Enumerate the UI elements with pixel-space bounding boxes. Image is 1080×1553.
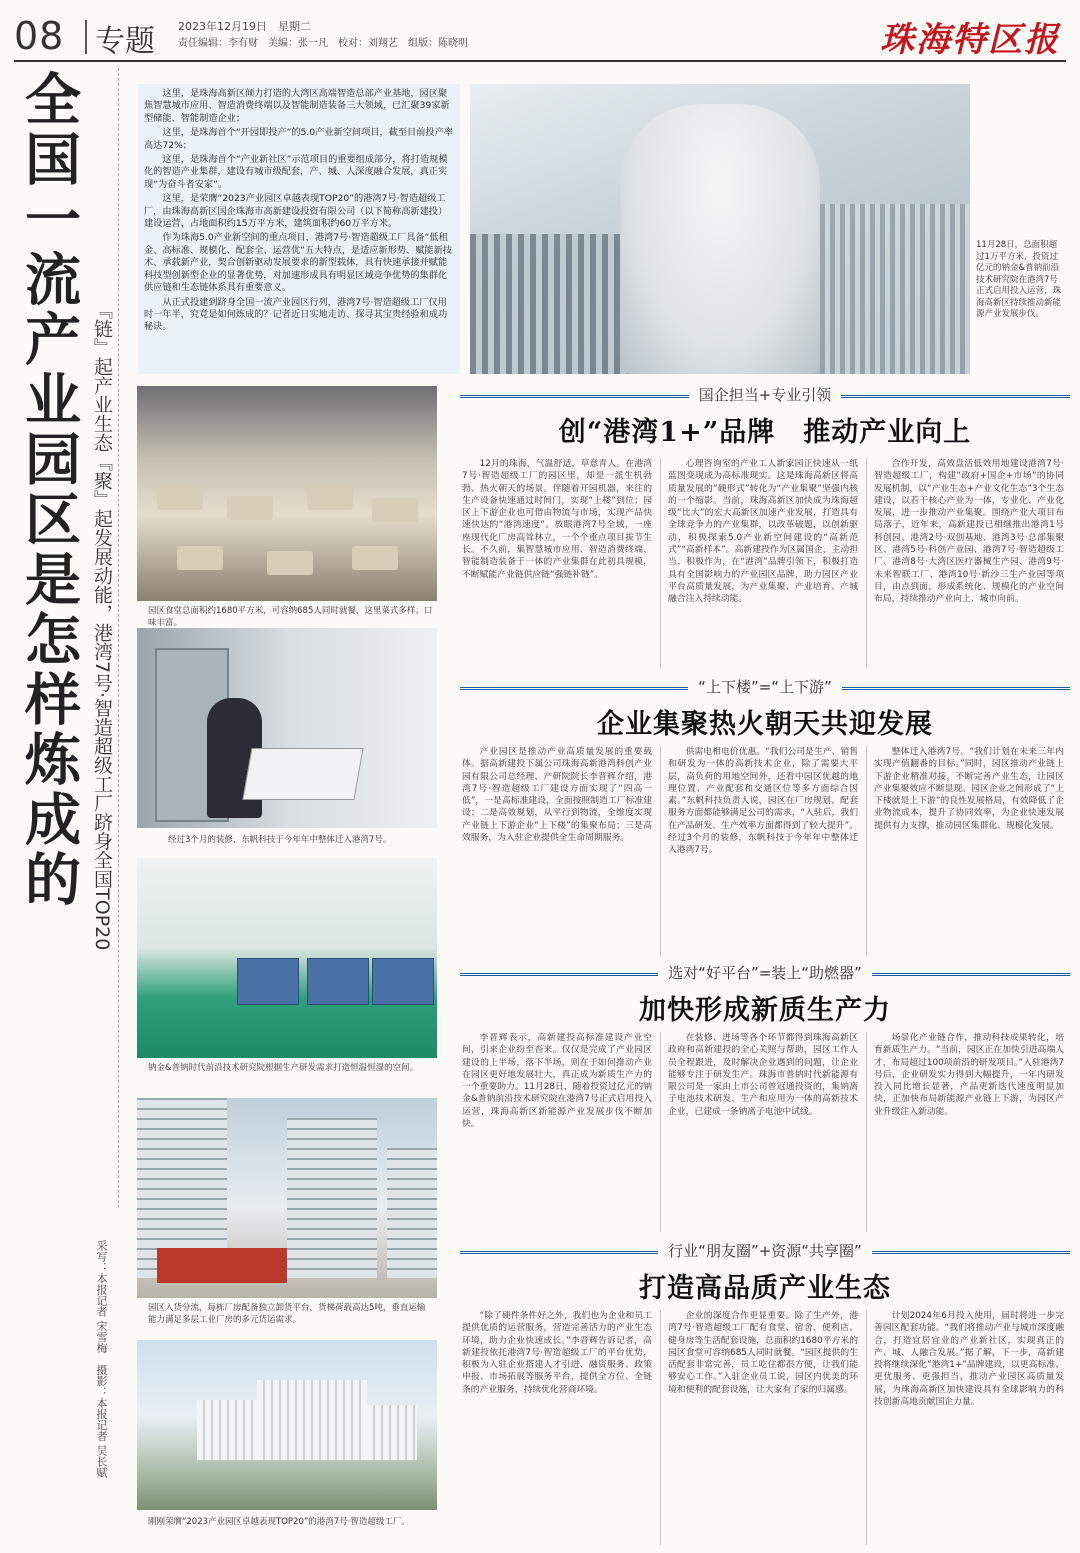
photo-table — [352, 546, 398, 570]
intro-paragraph: 这里，是珠海首个“开园即投产”的5.0产业新空间项目，截至目前投产率高达72%； — [144, 127, 453, 151]
section-name: 专题 — [95, 24, 155, 59]
photo-table — [227, 496, 273, 520]
column-text: 计划2024年6月投入使用，届时将进一步完善园区配套功能。“我们将推动产业与城市深度融合，打造宜居宜业的产业新社区，实现真正的产、城、人融合发展。”据了解，下一步，高新建投将继续深化“港湾1+”品牌建设，以更高标准、更优服务、更强担当，推动产业园区高质量发展，为珠海高新区加快建设具有全球影响力的科技创新高地贡献国企力量。 — [874, 1311, 1064, 1408]
photo-shelf — [820, 204, 970, 374]
column-text: 企业的深度合作更显重要。除了生产外，港湾7号·智造超级工厂配有食堂、宿舍、便利店、健身房等生活配套设施，总面积约1680平方米的园区食堂可容纳685人同时就餐。“园区提供的生活配套非常完善，员工吃住都很方便，让我们能够安心工作。”入驻企业员工说，园区内优美的环境和便利的配套设施，让大家有了家的归属感。 — [668, 1311, 858, 1395]
column-text: 心理咨询室的产业工人新家园正快速从一纸蓝图变现成为高标准现实。这是珠海高新区将高质量发展的“硬形式”转化为“产业集聚”坚强内核的一个缩影。当前，珠海高新区加快成为珠海超级“比大”的宏大高新区加速产业发展，打造具有全球竞争力的产业集群，以改革破题，以创新驱动，积极探索5.0产业新空间建设的“高新范式”“高新样本”。高新建投作为区属国企，主动担当、积极作为，在“港湾”品牌引领下，积极打造具有全国影响力的产业园区品牌，助力园区产业平台高质量发展，为产业集聚、产业培育、产城融合注入持续动能。 — [668, 459, 858, 605]
article-column — [462, 458, 652, 668]
photo-caption: 园区食堂总面积约1680平方米，可容纳685人同时就餐，这里菜式多样、口味丰富。 — [148, 606, 433, 628]
column-text: 场景化产业链合作，推动科技成果转化，培育新质生产力。“当前，园区正在加快引进高端人才，布局超过100项前沿的研发项目。”入驻港湾7号后，企业研发实力得到大幅提升，一年内研发投入同比增长显著，产品更新迭代速度明显加快，正加快布局新能源产业链上下游，为园区产业升级注入新动能。 — [874, 1033, 1064, 1117]
column-text: 12月的珠海，气温舒适，草意青人。在港湾7号·智造超级工厂的园区里，却是一派生机勃勃、热火朝天的场景。伴随着开园机器，来往的生产设备快速通过时间门，实现“上楼”到位；园区上下游企业也可借由物流与市场，实现产品快速快达的“港湾速度”。放眼港湾7号全域，一座座现代化厂房高耸林立，一个个重点项目拔节生长。不久前，集智慧城市应用、智造消费终端、智能制造装备于一体的产业集群在此初具规模，不断赋能产业链供应链“强链补链”。 — [462, 459, 652, 580]
photo-caption: 园区入货分流，每栋厂房配备独立卸货平台，货梯荷载高达5吨，垂直运输能力满足多层工业厂房的多元货运需求。 — [148, 1303, 426, 1325]
main-photo-lab — [470, 84, 970, 374]
photo-building — [367, 1405, 417, 1460]
headline-divider — [118, 68, 119, 1208]
photo-table — [267, 551, 313, 575]
article-column — [462, 746, 652, 956]
intro-paragraph: 这里，是荣膺“2023产业园区卓越表现TOP20”的港湾7号·智造超级工厂，由珠海高新区国企珠海市高新建设投资有限公司（以下简称高新建投）建设运营，占地面积约15万平方米，建筑面积约60万平方米。 — [144, 193, 448, 230]
section-title: 打造高品质产业生态 — [639, 1273, 891, 1304]
intro-paragraph: 这里，是珠海高新区倾力打造的大湾区高端智造总部产业基地，园区聚焦智慧城市应用、智造消费终端以及智能制造装备三大领域，已汇聚39家新型储能、智能制造企业； — [144, 88, 450, 124]
column-divider — [866, 1310, 867, 1545]
photo-truck — [157, 1248, 287, 1283]
column-divider — [866, 1032, 867, 1232]
section-title: 创“港湾1+”品牌 推动产业向上 — [558, 417, 972, 448]
photo-canteen — [137, 386, 437, 601]
section-kicker-wrap — [460, 676, 1070, 697]
article-column — [462, 1310, 652, 1545]
article-column — [874, 1310, 1064, 1545]
newspaper-logo: 珠海特区报 — [880, 20, 1060, 60]
article-column — [668, 1310, 858, 1545]
section-kicker: 国企担当+专业引领 — [689, 386, 842, 404]
sub-headline: 『链』起产业生态『聚』起发展动能，港湾7号·智造超级工厂跻身全国TOP20 — [91, 300, 113, 951]
header-divider — [85, 20, 87, 54]
column-divider — [660, 1032, 661, 1232]
column-text: 产业园区是推动产业高质量发展的重要载体。据高新建投下属公司珠海高新港湾科创产业园有限公司总经理、产研院院长李晋辉介绍，港湾7号·智造超级工厂建设方面实现了“四高一低”，一是高标准建设，全面按照制造工厂标准建设；二是高效规划，从平行到物流，全维度实现产业链上下游企业“上下楼”的集聚布局；三是高效服务，为入驻企业提供全生命周期服务。 — [462, 747, 652, 844]
section-kicker-wrap — [460, 962, 1070, 983]
column-text: 在装修、进场等各个环节都得到珠海高新区政府和高新建投的全心关照与帮助，园区工作人员全程跟进，及时解决企业遇到的问题，让企业能够专注于研发生产。珠海市普钠时代新能源有限公司是一家由上市公司普冠通投资的，集钠离子电池技术研发、生产和应用为一体的高新技术企业，已建成一条钠离子电池中试线。 — [668, 1033, 858, 1117]
page-header — [0, 0, 1080, 62]
photo-workshop — [137, 628, 437, 828]
photo-caption: 刚刚荣膺“2023产业园区卓越表现TOP20”的港湾7号·智造超级工厂。 — [148, 1517, 410, 1527]
column-text: 供需电相电价优惠。“我们公司是生产、销售和研发为一体的高新技术企业，除了需要大平层，高负荷的用地空间外，还看中园区优越的地理位置、产业配套和交通区位等多方面综合因素。”东帆科技负责人说，园区在厂房规划、配套服务方面都能够满足公司的需求，“入驻后，我们在产品研发、生产效率方面都得到了较大提升”。经过3个月的装修，东帆科技于今年年中整体迁入港湾7号。 — [668, 747, 858, 856]
staff-line: 责任编辑：李有财 美编：张一凡 校对：刘翔艺 组版：陈晓明 — [178, 38, 468, 49]
section-kicker: 行业“朋友圈”+资源“共享圈” — [658, 1242, 872, 1260]
photo-cleanroom — [137, 858, 437, 1058]
article-column — [874, 458, 1064, 668]
article-column — [668, 1032, 858, 1232]
section-title: 加快形成新质生产力 — [639, 995, 891, 1026]
photo-building — [387, 1148, 437, 1278]
column-divider — [660, 458, 661, 668]
column-text: “除了硬件条件好之外，我们也为企业和员工提供优质的运营服务，营造完善活力的产业生态环境，助力企业快速成长。”李晋辉告诉记者，高新建投依托港湾7号·智造超级工厂的平台优势，积极为入驻企业搭建人才引进、融资服务、政策申报、市场拓展等服务平台，提供全方位、全链条的产业服务，持续优化营商环境。 — [462, 1311, 652, 1395]
main-headline: 全国一流产业园区是怎样炼成的 — [16, 70, 82, 910]
column-text: 李晋辉表示，高新建投高标准建设产业空间，引来企业纷至沓来。仅仅是完成了产业园区建设的上半场，落下半场，则在于如何推动产业在园区更好地发展壮大，真正成为新质生产力的一个重要助力。11月28日，随着投资过亿元的钠金&普钠前沿技术研究院在港湾7号正式启用投入运营，珠海高新区新能源产业发展步伐不断加快。 — [462, 1033, 652, 1130]
byline: 采写：本报记者 宋雪梅 摄影：本报记者 吴长赋 — [95, 1240, 108, 1478]
date-line: 2023年12月19日 星期二 — [178, 20, 311, 33]
page-number: 08 — [14, 14, 65, 58]
photo-equipment — [242, 748, 363, 800]
photo-building — [257, 1380, 367, 1460]
photo-table — [307, 486, 353, 510]
photo-caption: 经过3个月的装修，东帆科技于今年年中整体迁入港湾7号。 — [168, 835, 392, 845]
section-title: 企业集聚热火朝天共迎发展 — [597, 709, 933, 740]
article-column — [668, 458, 858, 668]
main-photo-caption: 11月28日，总面积超过1万平方米，投资过亿元的钠金&普钠前沿技术研究院在港湾7号正式启用投入运营，珠海高新区持续推动新能源产业发展步伐。 — [976, 240, 1062, 319]
header-rule — [14, 60, 1066, 62]
section-kicker: 选对“好平台”=装上“助燃器” — [658, 964, 872, 982]
photo-park — [137, 1340, 437, 1510]
photo-table — [372, 498, 418, 522]
photo-building — [197, 1400, 257, 1460]
intro-box — [138, 84, 460, 374]
photo-building — [287, 1118, 377, 1278]
column-divider — [866, 746, 867, 956]
intro-paragraph: 这里，是珠海首个“产业新社区”示范项目的重要组成部分，将打造规模化的智造产业集群，建设有城市级配套，产、城、人深度融合发展，真正实现“为奋斗者安家”。 — [144, 154, 448, 190]
intro-paragraph: 作为珠海5.0产业新空间的重点项目，港湾7号·智造超级工厂具备“低租金、高标准、规模化、配套全、运营优”五大特点，是适应新形势、赋能新技术、承载新产业，契合创新驱动发展要求的新型载体，具有快速承接并赋能科技型创新型企业的显著优势，对加速形成具有明显区域竞争优势的集群化供应链和生态链体系具有重要意义。 — [144, 232, 452, 294]
article-column — [874, 1032, 1064, 1232]
section-kicker: “上下楼”=“上下游” — [688, 678, 842, 696]
photo-table — [177, 546, 223, 570]
article-column — [462, 1032, 652, 1232]
photo-shelf — [470, 234, 640, 374]
column-divider — [866, 458, 867, 668]
column-divider — [660, 746, 661, 956]
photo-caption: 钠金&普钠时代前沿技术研究院根据生产研发需求打造恒温恒湿的空间。 — [148, 1063, 419, 1073]
section-kicker-wrap — [460, 384, 1070, 405]
photo-machine — [237, 958, 299, 1005]
intro-paragraph: 从正式投建到跻身全国一流产业园区行列，港湾7号·智造超级工厂仅用时一年半，究竟是如何炼成的？记者近日实地走访、探寻其宝贵经验和成功秘诀。 — [144, 296, 448, 333]
column-text: 合作开发，高效盘活低效用地建设港湾7号·智造超级工厂，构建“政府+国企+市场”的协同发展机制，以“产业生态+产业文化生态”3个生态建设，以若干核心产业为一体，专业化、产业化发展，进一步推动产业集聚。围绕产业大项目布局落子，近年来，高新建投已相继推出港湾1号科创园、港湾2号·双创基地、港湾3号·总部集聚区、港湾5号·科创产业园、港湾7号·智造超级工厂、港湾8号·大湾区医疗器械生产园、港湾9号·未来智联工厂、港湾10号·新沙三生产业园等项目，由点到面，形成系统化、规模化的产业空间布局，持续推动产业向上、城市向前。 — [874, 459, 1064, 605]
photo-buildings — [137, 1098, 437, 1298]
column-divider — [660, 1310, 661, 1545]
photo-worker — [620, 104, 820, 374]
section-kicker-wrap — [460, 1240, 1070, 1261]
photo-machine — [372, 958, 434, 1005]
article-column — [874, 746, 1064, 956]
photo-machine — [307, 958, 369, 1005]
article-column — [668, 746, 858, 956]
column-text: 整体迁入港湾7号。“我们计划在未来三年内实现产值翻番的目标。”同时，园区推动产业链上下游企业精准对接，不断完善产业生态，让园区产业集聚效应不断显现。园区企业之间形成了“上下楼就是上下游”的良性发展格局，有效降低了企业物流成本，提升了协同效率，为企业快速发展提供有力支撑，推动园区集群化、规模化发展。 — [874, 747, 1064, 831]
photo-table — [157, 486, 203, 510]
